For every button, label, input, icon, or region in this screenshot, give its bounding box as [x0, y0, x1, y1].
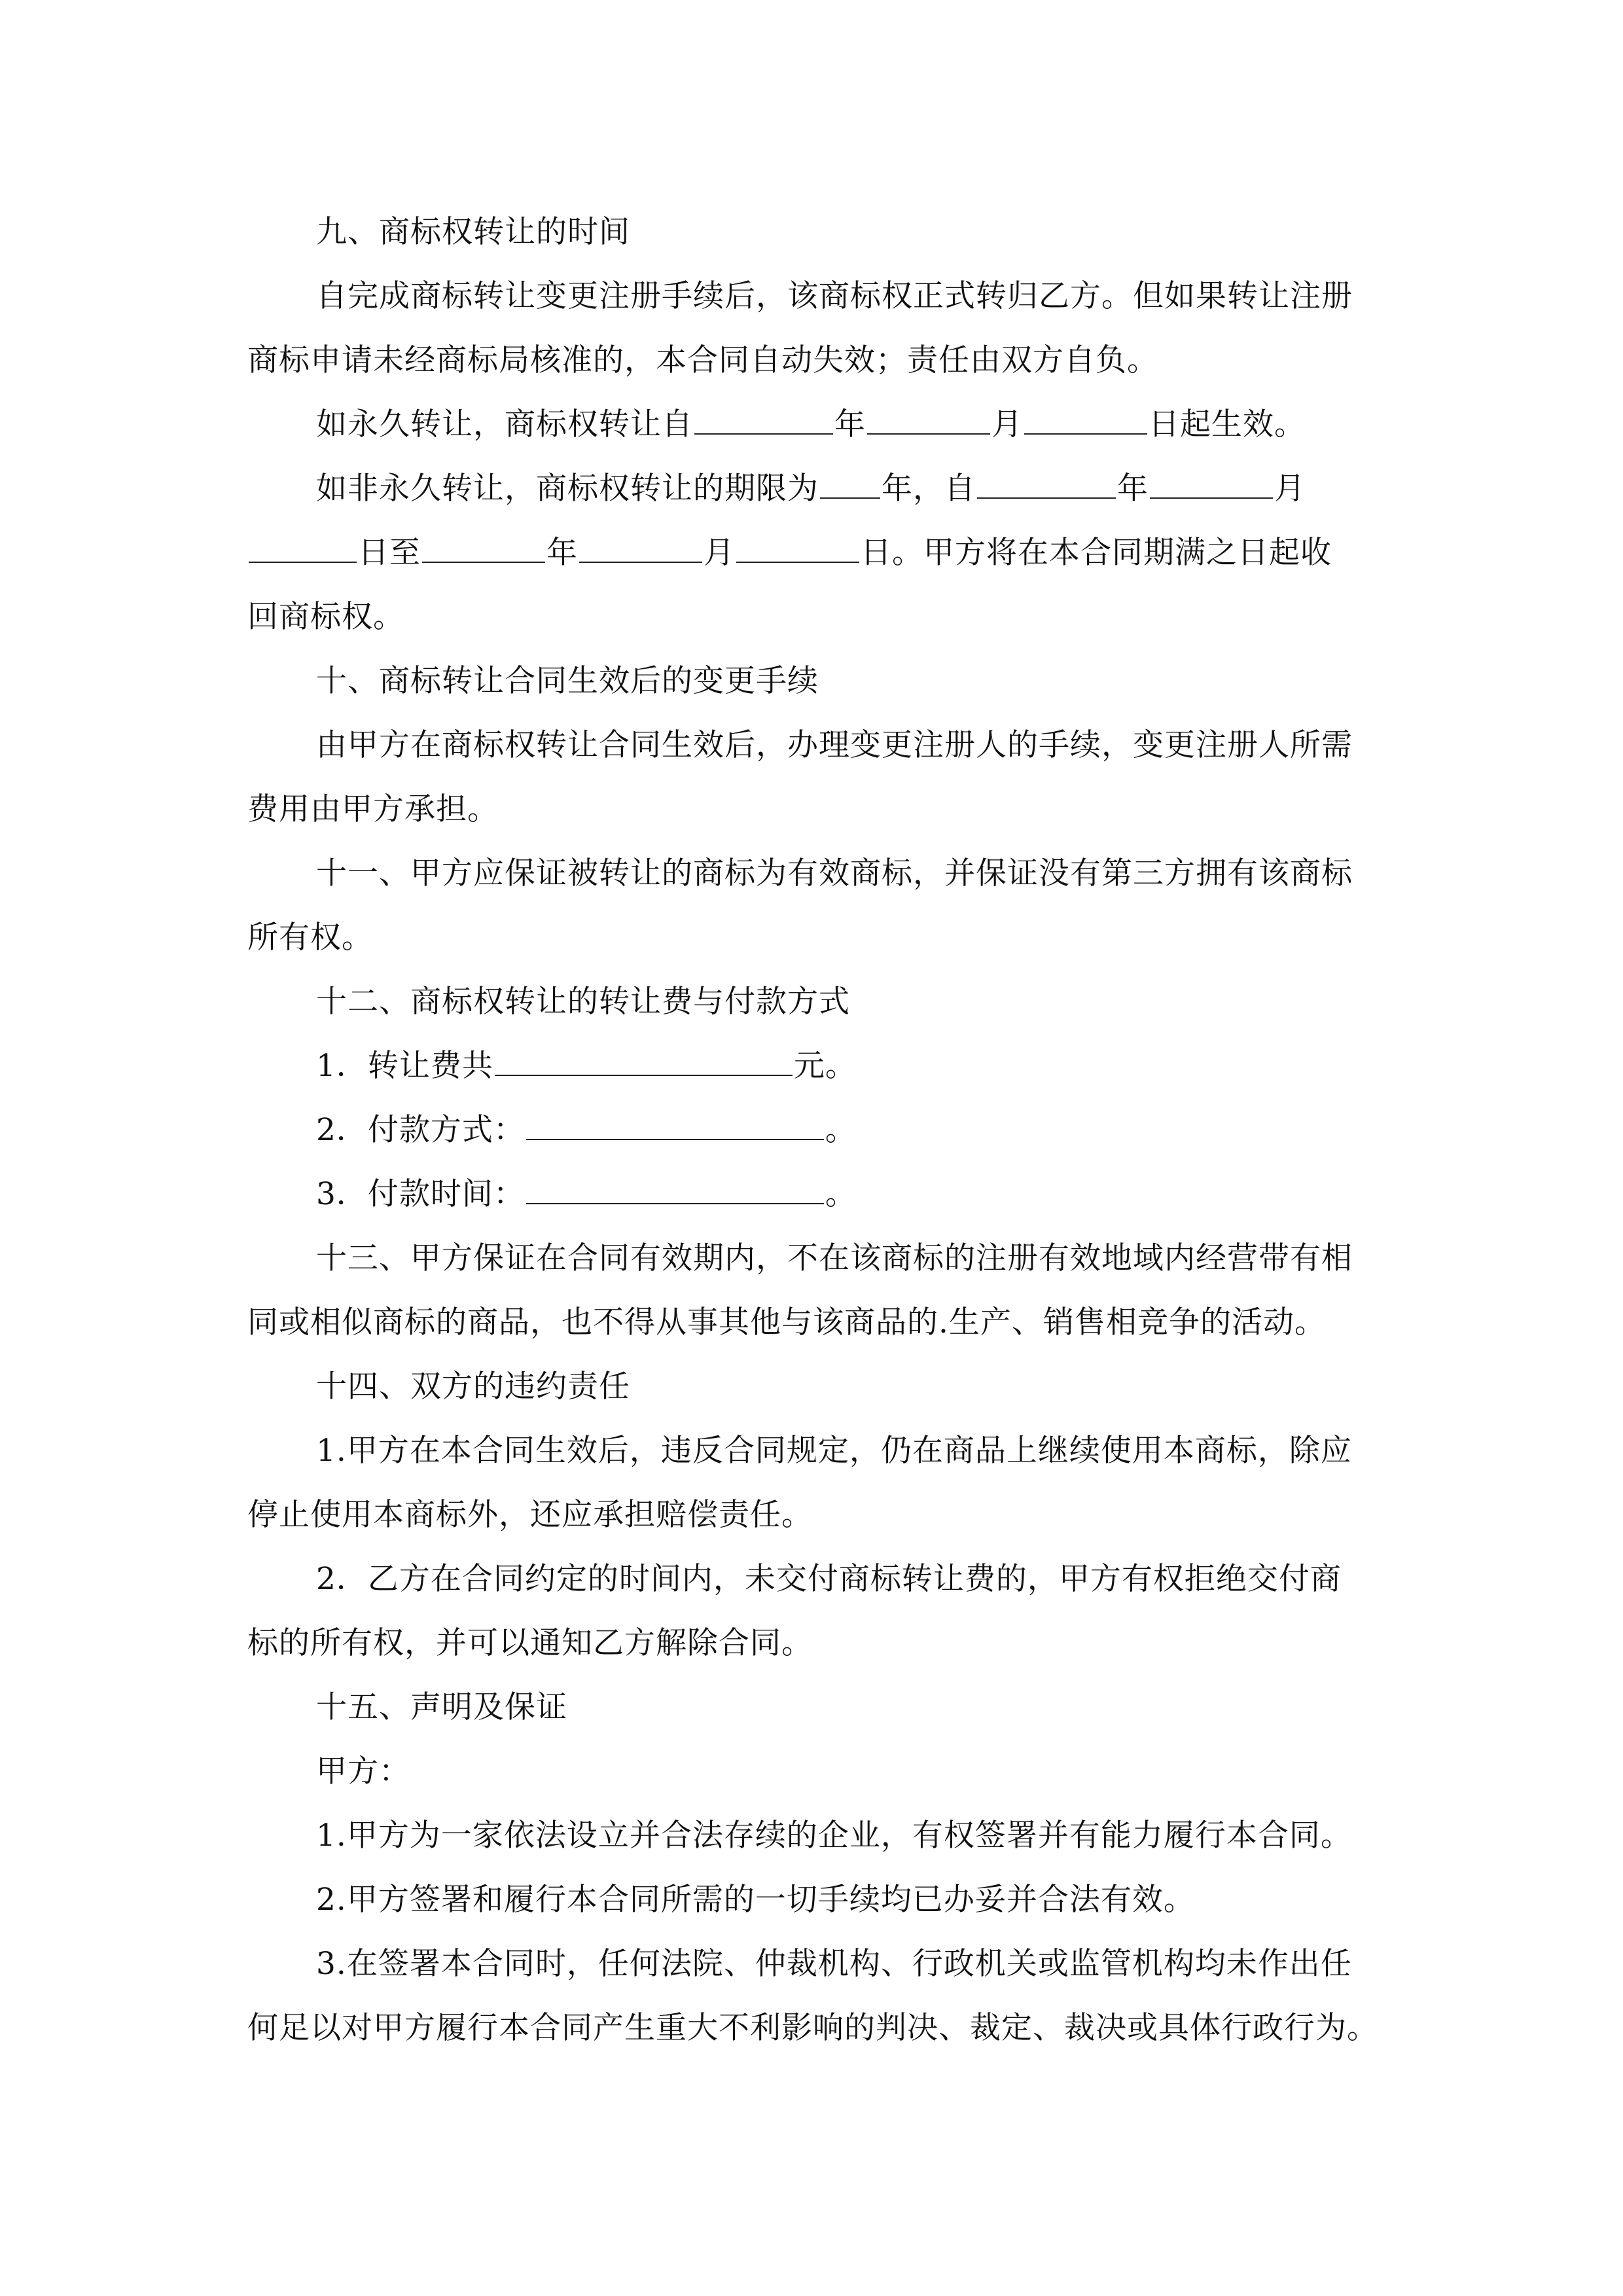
- temporary-transfer-line: [247, 457, 1386, 521]
- text: 1．转让费共: [316, 1048, 493, 1084]
- section-11: 十一、甲方应保证被转让的商标为有效商标，并保证没有第三方拥有该商标: [316, 855, 1353, 891]
- paragraph: 1.甲方在本合同生效后，违反合同规定，仍在商品上继续使用本商标，除应: [316, 1433, 1352, 1469]
- text: 年: [546, 535, 578, 571]
- end-year-blank[interactable]: [422, 535, 545, 563]
- text: 年: [1117, 471, 1149, 507]
- paragraph: 商标申请未经商标局核准的，本合同自动失效；责任由双方自负。: [247, 342, 1158, 378]
- paragraph: 何足以对甲方履行本合同产生重大不利影响的判决、裁定、裁决或具体行政行为。: [247, 2010, 1378, 2046]
- text: 月: [1274, 471, 1306, 507]
- year-blank[interactable]: [694, 407, 833, 435]
- text: 如非永久转让，商标权转让的期限为: [316, 471, 819, 507]
- text: 。: [825, 1176, 857, 1212]
- section-10-title: 十、商标转让合同生效后的变更手续: [316, 663, 819, 699]
- text: 3．付款时间：: [316, 1176, 525, 1212]
- month-blank[interactable]: [867, 407, 990, 435]
- day-blank[interactable]: [1024, 407, 1147, 435]
- start-year-blank[interactable]: [977, 471, 1116, 499]
- section-13: 十三、甲方保证在合同有效期内，不在该商标的注册有效地域内经营带有相: [316, 1240, 1353, 1276]
- paragraph: 所有权。: [247, 920, 373, 956]
- term-years-blank[interactable]: [820, 471, 880, 499]
- paragraph: 标的所有权，并可以通知乙方解除合同。: [247, 1625, 813, 1661]
- text: 。: [825, 1112, 857, 1148]
- text: 年，自: [882, 471, 976, 507]
- text: 日起生效。: [1149, 406, 1306, 442]
- paragraph: 由甲方在商标权转让合同生效后，办理变更注册人的手续，变更注册人所需: [316, 727, 1353, 763]
- text: 元。: [793, 1048, 857, 1084]
- paragraph: 1.甲方为一家依法设立并合法存续的企业，有权签署并有能力履行本合同。: [316, 1818, 1352, 1854]
- payment-method-line: [247, 1098, 1386, 1162]
- payment-time-line: [247, 1162, 1386, 1227]
- paragraph: 2．乙方在合同约定的时间内，未交付商标转让费的，甲方有权拒绝交付商: [316, 1561, 1342, 1597]
- text: 月: [704, 535, 735, 571]
- paragraph: 停止使用本商标外，还应承担赔偿责任。: [247, 1497, 813, 1533]
- paragraph: 费用由甲方承担。: [247, 791, 499, 827]
- section-9-title: 九、商标权转让的时间: [316, 214, 630, 250]
- paragraph: 3.在签署本合同时，任何法院、仲裁机构、行政机关或监管机构均未作出任: [316, 1946, 1352, 1982]
- text: 年: [834, 406, 866, 442]
- payment-method-blank[interactable]: [526, 1113, 824, 1140]
- contract-page: [247, 200, 1386, 2060]
- start-month-blank[interactable]: [1150, 471, 1273, 499]
- paragraph: 自完成商标转让变更注册手续后，该商标权正式转归乙方。但如果转让注册: [316, 278, 1353, 314]
- text: 2．付款方式：: [316, 1112, 525, 1148]
- paragraph: 回商标权。: [247, 599, 404, 635]
- text: 日至: [358, 535, 421, 571]
- end-month-blank[interactable]: [579, 535, 702, 563]
- text: 日。甲方将在本合同期满之日起收: [861, 535, 1332, 571]
- text: 如永久转让，商标权转让自: [316, 406, 693, 442]
- fee-amount-blank[interactable]: [495, 1049, 793, 1076]
- section-12-title: 十二、商标权转让的转让费与付款方式: [316, 984, 850, 1020]
- section-15-title: 十五、声明及保证: [316, 1689, 567, 1725]
- end-day-blank[interactable]: [736, 535, 859, 563]
- text: 月: [991, 406, 1023, 442]
- temporary-transfer-line-2: [247, 521, 1386, 585]
- fee-line: [247, 1034, 1386, 1098]
- permanent-transfer-line: [247, 393, 1386, 457]
- paragraph: 2.甲方签署和履行本合同所需的一切手续均已办妥并合法有效。: [316, 1882, 1195, 1918]
- party-a-label: 甲方：: [316, 1753, 410, 1789]
- start-day-blank[interactable]: [249, 535, 357, 563]
- payment-time-blank[interactable]: [526, 1177, 824, 1204]
- paragraph: 同或相似商标的商品，也不得从事其他与该商品的.生产、销售相竞争的活动。: [247, 1304, 1326, 1340]
- section-14-title: 十四、双方的违约责任: [316, 1369, 630, 1405]
